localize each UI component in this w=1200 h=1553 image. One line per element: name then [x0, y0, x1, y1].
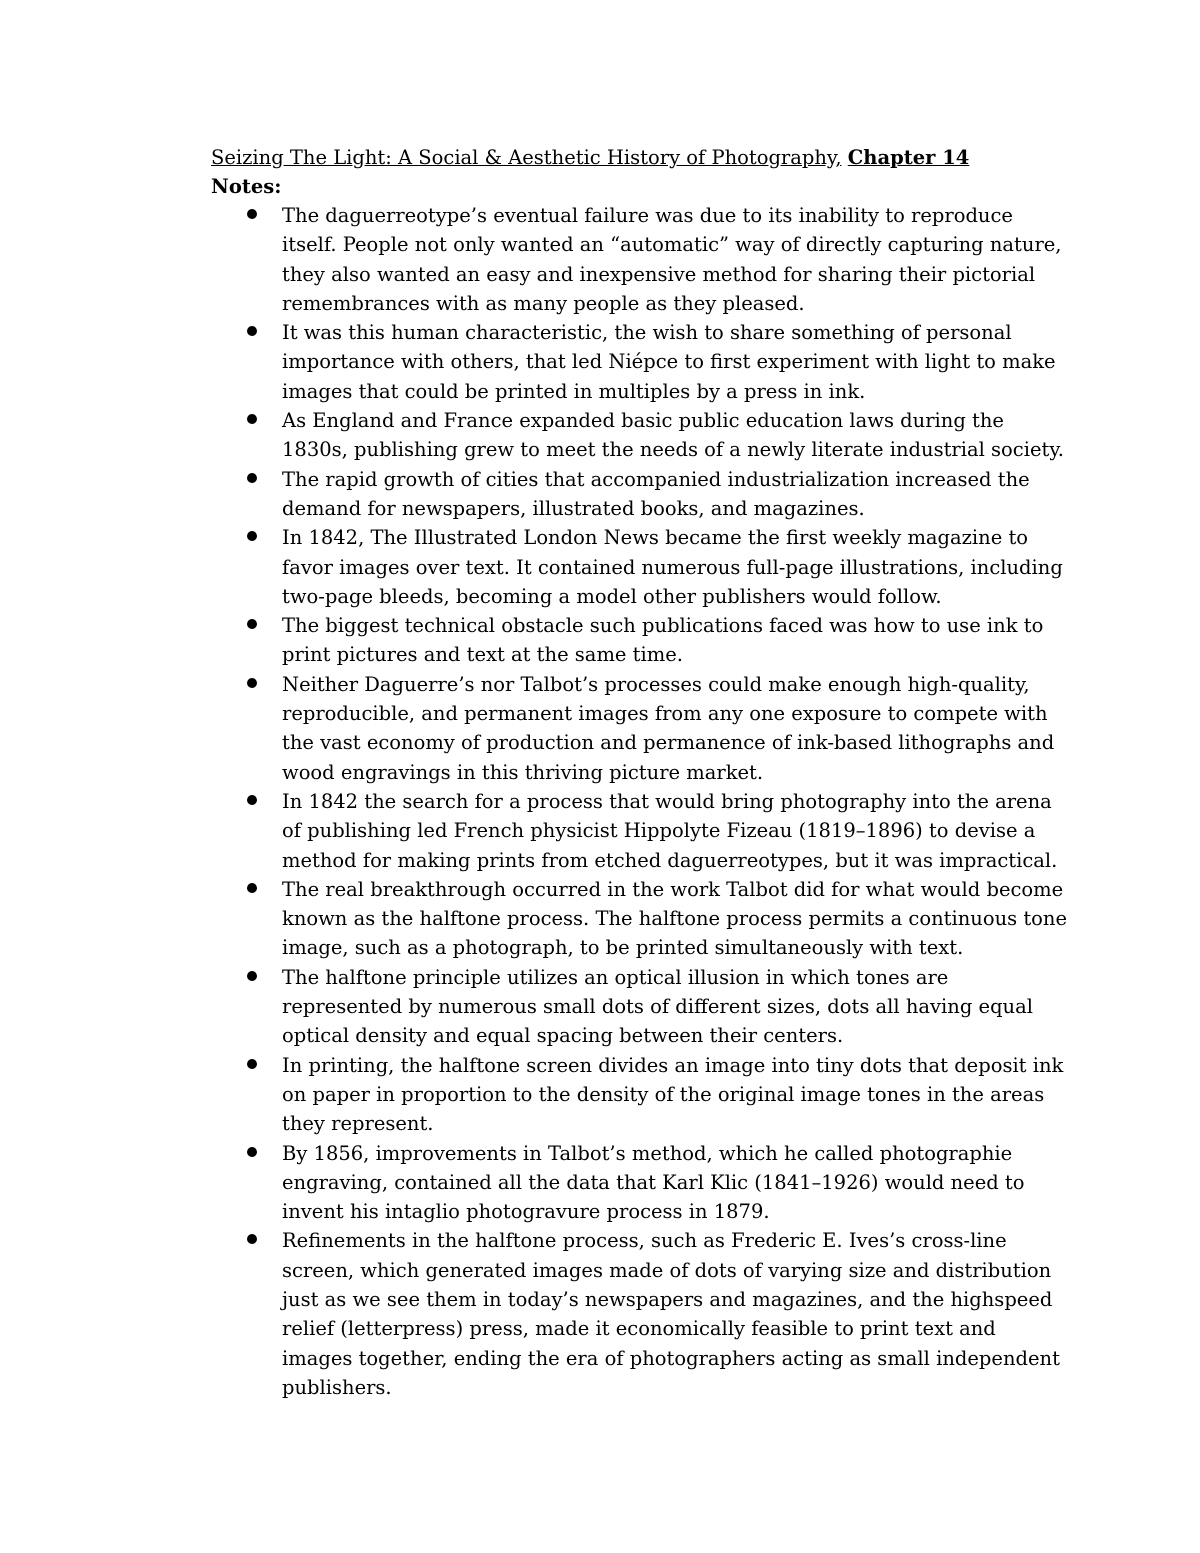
bullet-icon	[247, 678, 257, 688]
note-item	[211, 787, 1071, 875]
note-item	[211, 465, 1071, 524]
note-text: By 1856, improvements in Talbot’s method, which he called photographie engraving, contained all the data that Karl Klic (1841–1926) would need to invent his intaglio photogravure process in 1879.	[282, 1141, 1025, 1224]
note-text: The daguerreotype’s eventual failure was due to its inability to reproduce itself. People not only wanted an “automatic” way of directly capturing nature, they also wanted an easy and inexpensive method for sharing their pictorial remembrances with as many people as they pleased.	[282, 204, 1062, 315]
bullet-icon	[247, 1147, 257, 1157]
bullet-icon	[247, 971, 257, 981]
book-title: Seizing The Light: A Social & Aesthetic History of Photography,	[211, 146, 842, 169]
bullet-icon	[247, 1234, 257, 1244]
notes-list	[211, 201, 1071, 1402]
note-item	[211, 318, 1071, 406]
note-text: Neither Daguerre’s nor Talbot’s processes could make enough high-quality, reproducible, and permanent images from any one exposure to compete with the vast economy of production and permanence of ink-based lithographs and wood engravings in this thriving picture market.	[282, 672, 1055, 784]
note-text: In printing, the halftone screen divides an image into tiny dots that deposit ink on paper in proportion to the density of the original image tones in the areas they represent.	[282, 1053, 1064, 1136]
bullet-icon	[247, 326, 257, 336]
note-text: The halftone principle utilizes an optical illusion in which tones are represented by numerous small dots of different sizes, dots all having equal optical density and equal spacing between their centers.	[282, 965, 1033, 1048]
note-item	[211, 406, 1071, 465]
chapter-label: Chapter 14	[847, 146, 970, 169]
note-text: Refinements in the halftone process, such as Frederic E. Ives’s cross-line screen, which generated images made of dots of varying size and distribution just as we see them in today’s newspapers and magazines, and the highspeed relief (letterpress) press, made it economically feasible to print text and images together, ending the era of photographers acting as small independent publishers.	[282, 1229, 1060, 1399]
note-text: As England and France expanded basic public education laws during the 1830s, publishing grew to meet the needs of a newly literate industrial society.	[282, 409, 1064, 462]
bullet-icon	[247, 473, 257, 483]
note-item	[211, 670, 1071, 787]
bullet-icon	[247, 619, 257, 629]
note-text: The biggest technical obstacle such publications faced was how to use ink to print pictures and text at the same time.	[282, 614, 1044, 667]
bullet-icon	[247, 414, 257, 424]
note-text: The real breakthrough occurred in the work Talbot did for what would become known as the halftone process. The halftone process permits a continuous tone image, such as a photograph, to be printed simultaneously with text.	[282, 877, 1068, 960]
bullet-icon	[247, 531, 257, 541]
note-item	[211, 1139, 1071, 1227]
document-title-line	[211, 143, 1071, 172]
note-item	[211, 201, 1071, 318]
note-text: In 1842, The Illustrated London News became the first weekly magazine to favor images over text. It contained numerous full-page illustrations, including two-page bleeds, becoming a model other publishers would follow.	[282, 526, 1063, 608]
note-text: The rapid growth of cities that accompanied industrialization increased the demand for newspapers, illustrated books, and magazines.	[282, 467, 1030, 520]
note-item	[211, 1051, 1071, 1139]
notes-heading: Notes:	[211, 175, 282, 198]
bullet-icon	[247, 209, 257, 219]
note-item	[211, 523, 1071, 611]
note-text: It was this human characteristic, the wish to share something of personal importance with others, that led Niépce to first experiment with light to make images that could be printed in multiples by a press in ink.	[282, 321, 1056, 403]
note-item	[211, 963, 1071, 1051]
note-text: In 1842 the search for a process that would bring photography into the arena of publishing led French physicist Hippolyte Fizeau (1819–1896) to devise a method for making prints from etched daguerreotypes, but it was impractical.	[282, 789, 1058, 872]
bullet-icon	[247, 795, 257, 805]
bullet-icon	[247, 1059, 257, 1069]
bullet-icon	[247, 883, 257, 893]
note-item	[211, 875, 1071, 963]
note-item	[211, 1226, 1071, 1402]
note-item	[211, 611, 1071, 670]
document-page	[211, 143, 1071, 1402]
